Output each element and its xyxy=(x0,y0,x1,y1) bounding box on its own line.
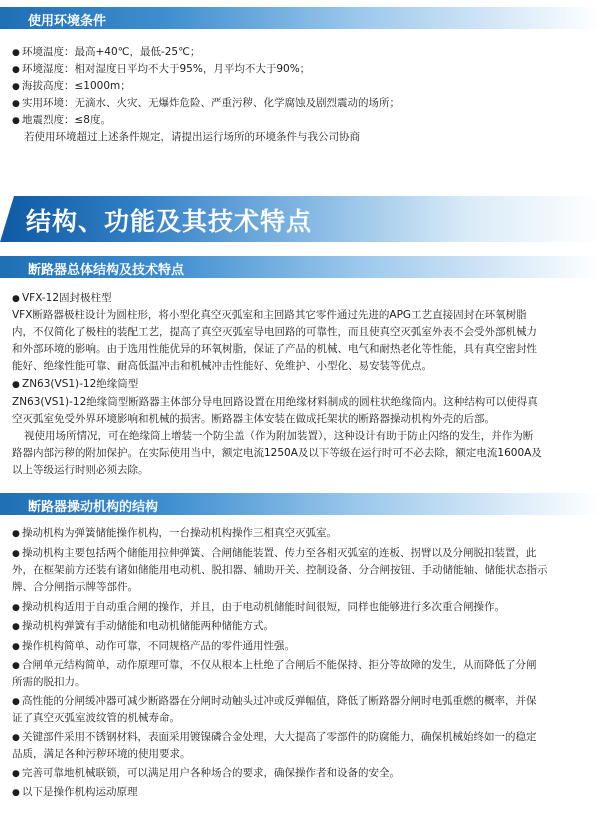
paragraph-line: 视使用场所情况，可在绝缘筒上增装一个防尘盖（作为附加装置），这种设计有助于防止闪络的发生，并作为断 xyxy=(24,430,534,442)
list-item: ● 环境温度：最高+40℃，最低-25℃； xyxy=(12,46,201,58)
paragraph-line: 牌、合分闸指示牌等部件。 xyxy=(12,581,138,593)
list-item: ● 合闸单元结构简单，动作原理可靠，不仅从根本上杜绝了合闸后不能保持、拒分等故障的发生，从而降低了分闸 xyxy=(12,659,537,671)
section-title: 使用环境条件 xyxy=(28,14,107,29)
list-item: ● 完善可靠地机械联锁，可以满足用户各种场合的要求，确保操作者和设备的安全。 xyxy=(12,767,400,779)
paragraph-line: 和外部环境的影响。由于选用性能优异的环氧树脂，保证了产品的机械、电气和耐热老化等性能，具有真空密封性 xyxy=(12,343,537,355)
list-item: ● 以下是操作机构运动原理 xyxy=(12,786,138,798)
paragraph-line: 品质，满足各种污秽环境的使用要求。 xyxy=(12,748,191,760)
paragraph-line: 外，在框架前方还装有诸如储能用电动机、脱扣器、辅助开关、控制设备、分合闸按钮、手动储能轴、储能状态指示 xyxy=(12,564,548,576)
list-item: ● 环境湿度：相对湿度日平均不大于95%，月平均不大于90%； xyxy=(12,63,311,75)
list-item: ● 地震烈度：≤8度。 xyxy=(12,114,111,126)
banner xyxy=(0,196,600,242)
section-header-bar xyxy=(0,493,600,515)
section-header-bar xyxy=(0,256,600,278)
list-item: ● 操动机构主要包括两个储能用拉伸弹簧、合闸储能装置、传力至各相灭弧室的连板、拐臂以及分闸脱扣装置，此 xyxy=(12,547,537,559)
section-header-bar xyxy=(0,7,600,29)
paragraph-line: 证了真空灭弧室波纹管的机械寿命。 xyxy=(12,712,180,724)
paragraph-line: 所需的脱扣力。 xyxy=(12,676,86,688)
list-item: ● ZN63(VS1)-12绝缘筒型 xyxy=(12,378,139,390)
list-item: ● 操动机构为弹簧储能操作机构，一台操动机构操作三相真空灭弧室。 xyxy=(12,527,337,539)
list-item: ● 操作机构简单、动作可靠，不同规格产品的零件通用性强。 xyxy=(12,640,295,652)
paragraph-line: 能好、绝缘性能可靠、耐高低温冲击和机械冲击性能好、免维护、小型化、易安装等优点。 xyxy=(12,360,432,372)
paragraph-line: VFX断路器极柱设计为圆柱形，将小型化真空灭弧室和主回路其它零件通过先进的APG工艺直接固封在环氧树脂 xyxy=(12,309,527,321)
list-item: ● 海拔高度：≤1000m； xyxy=(12,80,131,92)
list-item: ● 关键部件采用不锈钢材料，表面采用镀镍磷合金处理，大大提高了零部件的防腐能力，确保机械始终如一的稳定 xyxy=(12,731,537,743)
paragraph-line: ZN63(VS1)-12绝缘筒型断路器主体部分导电回路设置在用绝缘材料制成的圆柱状绝缘筒内。这种结构可以使得真 xyxy=(12,396,538,408)
banner-notch xyxy=(0,196,14,242)
list-item: ● 实用环境：无滴水、火灾、无爆炸危险、严重污秽、化学腐蚀及剧烈震动的场所； xyxy=(12,97,400,109)
paragraph-line: 路器内部污秽的附加保护。在实际使用当中，额定电流1250A及以下等级在运行时可不必去除，额定电流1600A及 xyxy=(12,447,542,459)
list-item: ● 操动机构适用于自动重合闸的操作，并且，由于电动机储能时间很短，同样也能够进行多次重合闸操作。 xyxy=(12,601,505,613)
list-item: ● 高性能的分闸缓冲器可减少断路器在分闸时动触头过冲或反弹幅值，降低了断路器分闸时电弧重燃的概率，并保 xyxy=(12,695,537,707)
paragraph-line: 内，不仅简化了极柱的装配工艺，提高了真空灭弧室导电回路的可靠性，而且使真空灭弧室外表不会受外部机械力 xyxy=(12,326,537,338)
paragraph-line: 以上等级运行时则必须去除。 xyxy=(12,464,149,476)
paragraph-line: 空灭弧室免受外界环境影响和机械的损害。断路器主体安装在做成托架状的断路器操动机构外壳的后部。 xyxy=(12,413,495,425)
section-title: 断路器总体结构及技术特点 xyxy=(28,263,185,278)
note-text: 若使用环境超过上述条件规定，请提出运行场所的环境条件与我公司协商 xyxy=(24,131,360,143)
list-item: ● 操动机构弹簧有手动储能和电动机储能两种储能方式。 xyxy=(12,620,274,632)
section-title: 断路器操动机构的结构 xyxy=(28,500,159,515)
list-item: ● VFX-12固封极柱型 xyxy=(12,292,112,304)
banner-title: 结构、功能及其技术特点 xyxy=(26,207,313,236)
